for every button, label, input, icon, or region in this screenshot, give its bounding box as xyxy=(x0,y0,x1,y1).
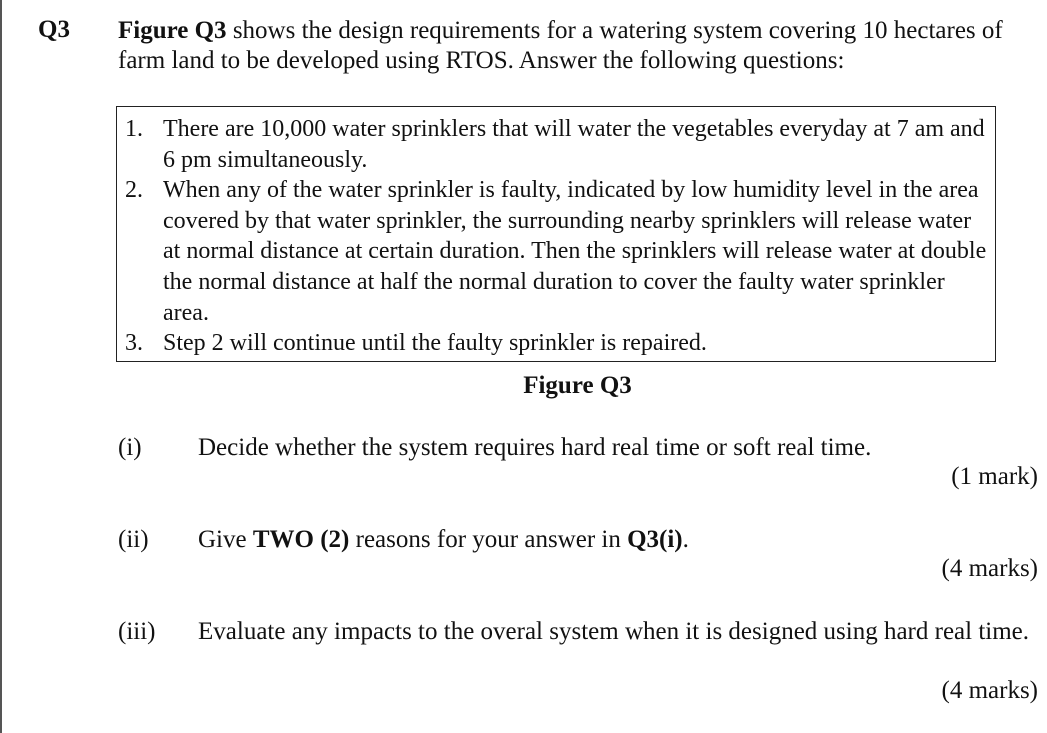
sub-question-text: Decide whether the system requires hard real time or soft real time. xyxy=(198,434,872,461)
requirement-number: 2. xyxy=(125,177,143,204)
requirements-figure-box xyxy=(116,106,996,362)
requirement-number: 3. xyxy=(125,330,143,357)
text-segment: reasons for your answer in xyxy=(349,526,628,553)
requirement-text: Step 2 will continue until the faulty sprinkler is repaired. xyxy=(163,330,707,357)
marks-label: (4 marks) xyxy=(941,555,1038,582)
text-segment: Give xyxy=(198,526,253,553)
page-left-edge xyxy=(0,0,2,733)
requirement-item xyxy=(117,114,995,175)
sub-question-label: (ii) xyxy=(118,526,149,553)
requirement-item xyxy=(117,175,995,328)
requirement-item xyxy=(117,328,995,359)
question-intro xyxy=(118,16,1043,76)
figure-caption: Figure Q3 xyxy=(523,372,632,399)
emphasis-text: Q3(i) xyxy=(627,526,683,553)
sub-question-label: (iii) xyxy=(118,618,156,645)
text-segment: . xyxy=(682,526,689,553)
sub-question-text: Evaluate any impacts to the overal system when it is designed using hard real time. xyxy=(198,618,1030,645)
emphasis-text: TWO (2) xyxy=(252,526,350,553)
question-number: Q3 xyxy=(38,16,70,43)
intro-text: shows the design requirements for a watering system covering 10 hectares of farm land to be developed using RTOS. Answer the following questions: xyxy=(118,17,1003,74)
sub-question-text xyxy=(198,525,1038,555)
requirement-text: When any of the water sprinkler is faulty, indicated by low humidity level in the area covered by that water sprinkler, the surrounding nearby sprinklers will release water at normal distance at certain duration. Then the sprinklers will release water at double the normal distance at half the normal duration to cover the faulty water sprinkler area. xyxy=(163,177,987,326)
requirement-number: 1. xyxy=(125,116,143,142)
marks-label: (4 marks) xyxy=(941,677,1038,704)
figure-reference: Figure Q3 xyxy=(118,17,227,44)
marks-label: (1 mark) xyxy=(951,463,1038,490)
requirement-text: There are 10,000 water sprinklers that will water the vegetables everyday at 7 am and 6 pm simultaneously. xyxy=(163,116,985,173)
sub-question-label: (i) xyxy=(118,434,142,461)
